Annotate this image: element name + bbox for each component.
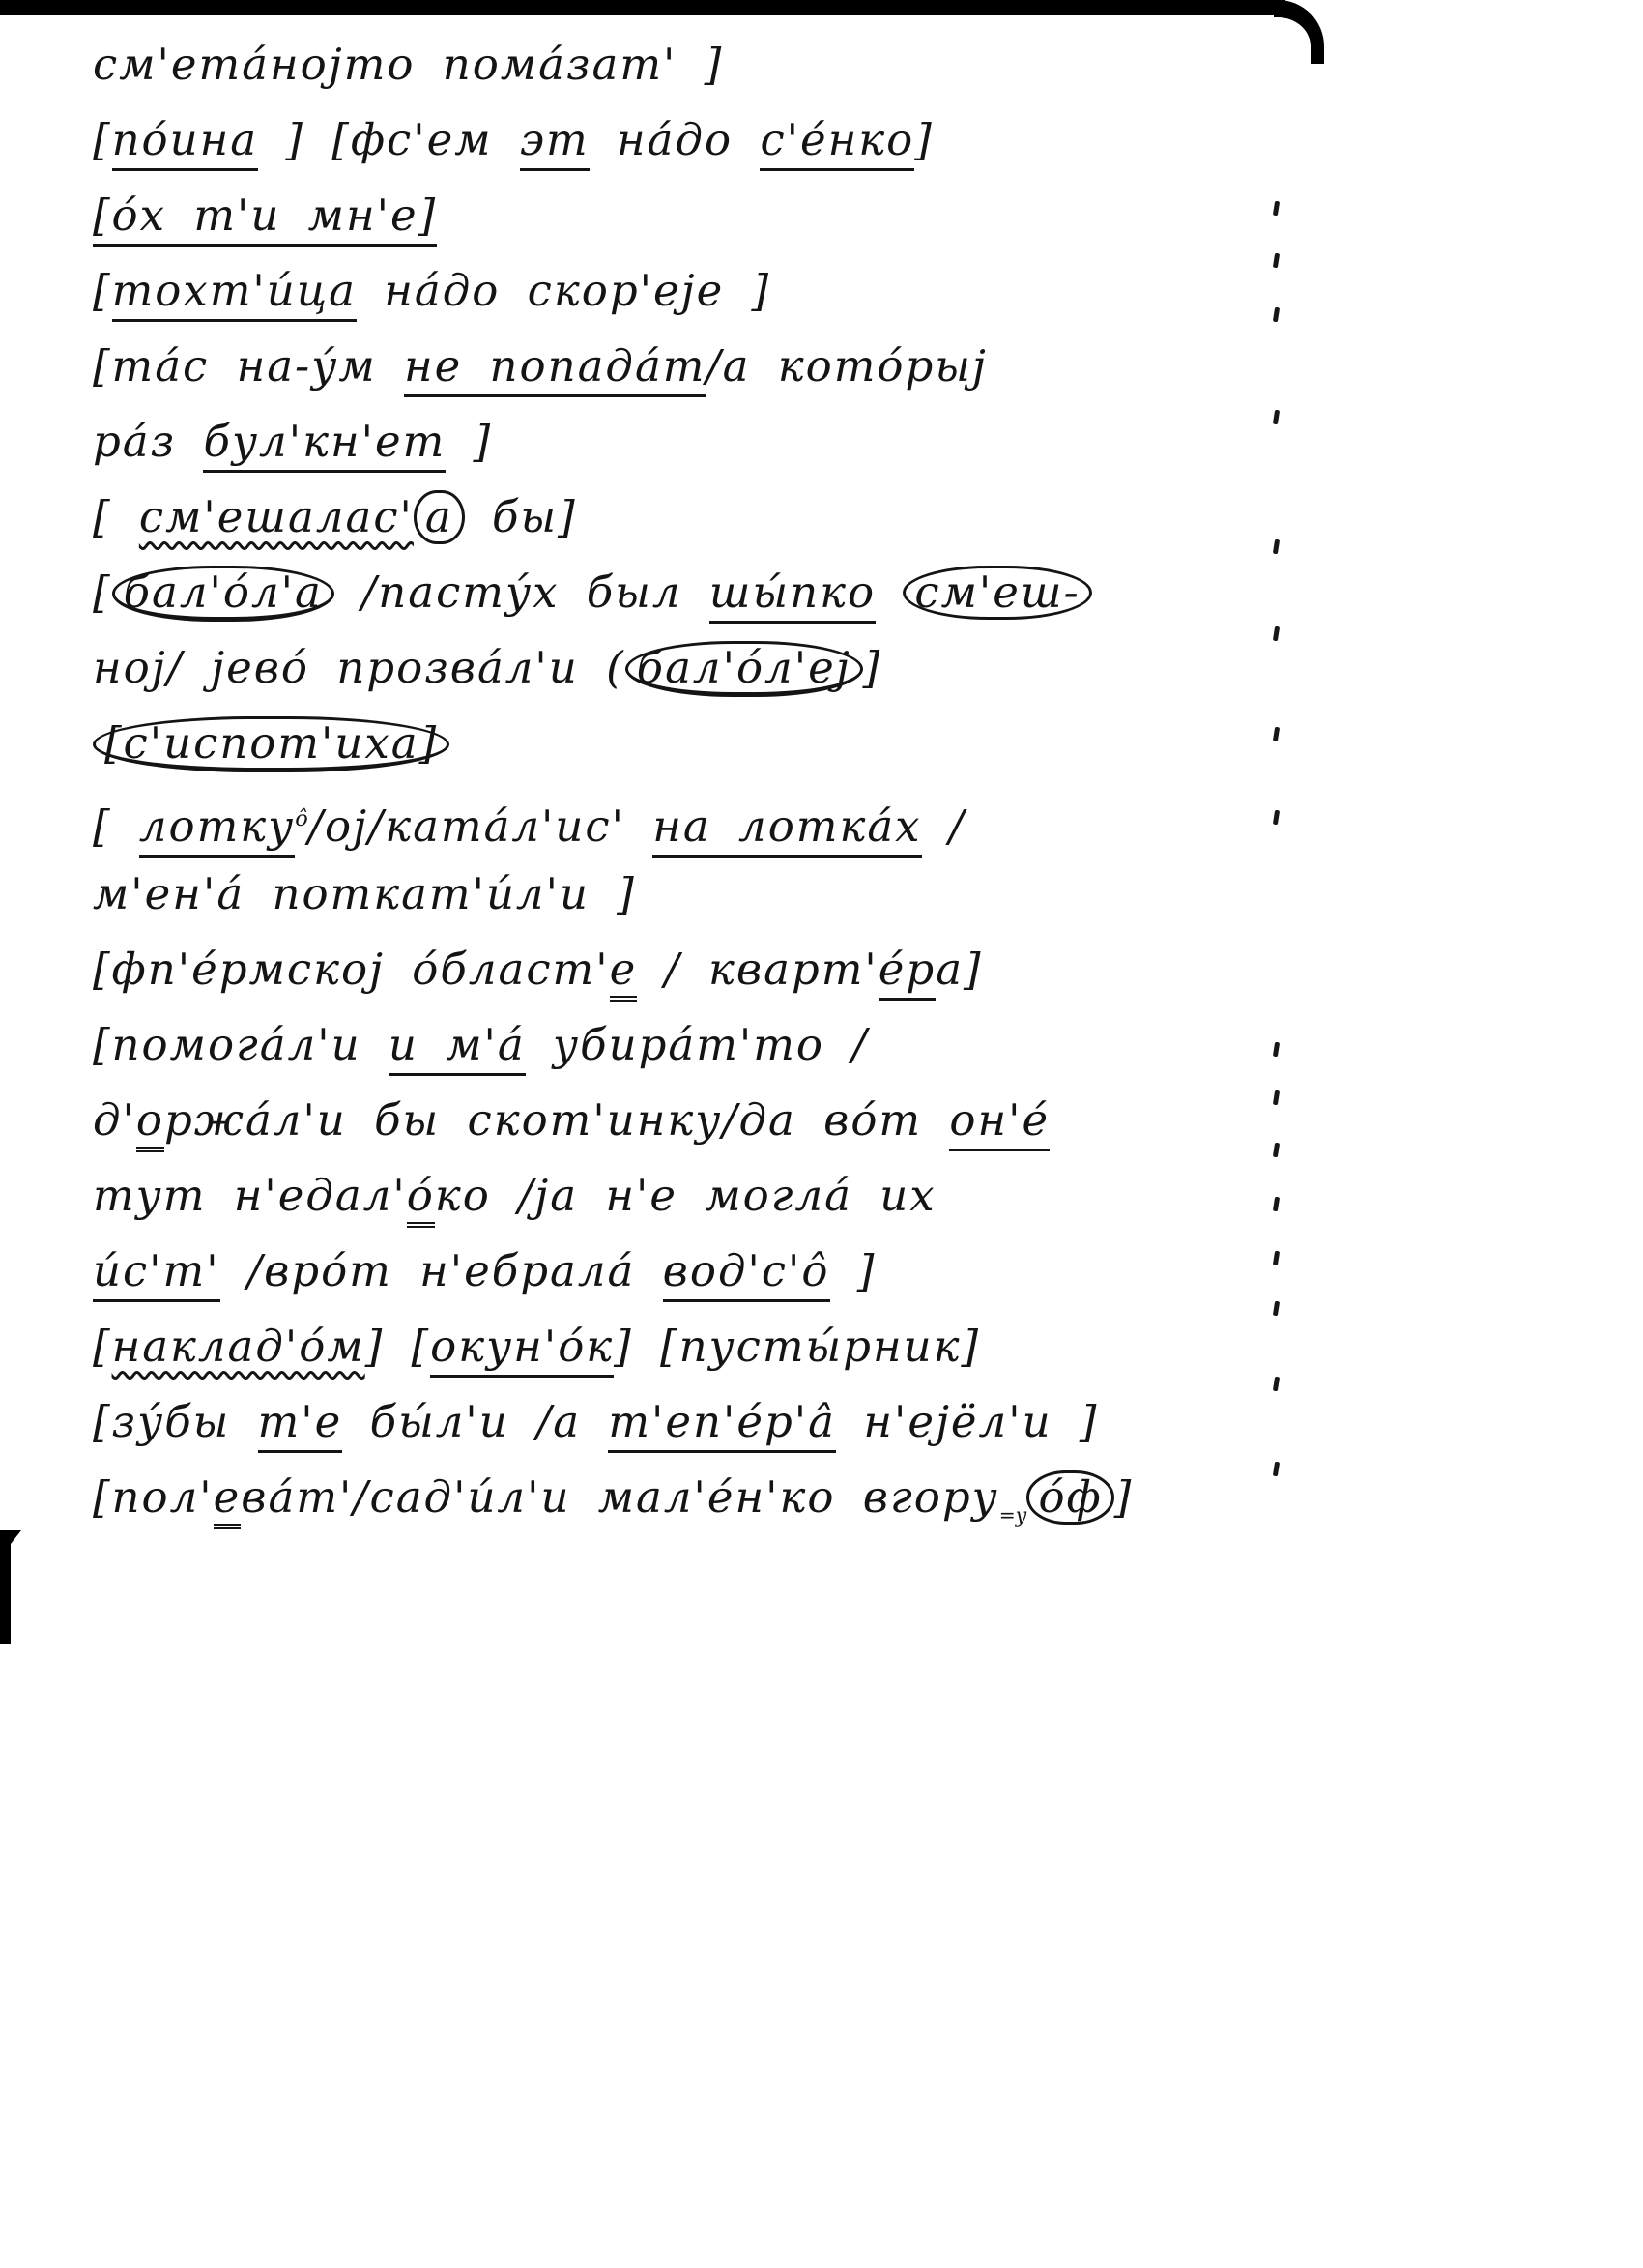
transcription-line [93,781,1614,857]
text-segment: [пол' [93,1471,214,1523]
text-segment: не попада́т [404,340,706,397]
text-segment: [зу́бы [93,1396,258,1447]
transcription-line [93,480,1614,555]
text-segment: лотку [139,800,295,858]
text-segment: [ [93,1321,112,1372]
text-segment: / [921,800,966,852]
text-segment: ва́т'/сад'и́л'и мал'е́н'ко вгору [241,1471,999,1523]
text-segment: [ [93,491,139,542]
text-segment: е [214,1471,242,1529]
text-segment: /ој/ката́л'ис' [307,800,653,852]
text-segment: и́с'т' [93,1245,220,1302]
text-segment: эт [520,114,590,171]
text-segment: т'еп'е́р'а̂ [608,1396,836,1453]
text-segment: о̂ [295,806,308,831]
text-segment: ра́з [93,416,204,467]
text-segment: о́ф [1026,1470,1113,1525]
text-segment: [с'испот'иха] [93,716,449,772]
text-segment: [ [93,114,112,165]
text-segment: [ [93,265,112,316]
transcription-line [93,630,1614,706]
text-segment: о́ [407,1170,435,1228]
transcription-line [93,1384,1614,1460]
text-segment: [та́с на-у́м [93,340,404,392]
transcription-lines [93,27,1614,1535]
text-segment: бул'кн'ет [203,416,446,473]
text-segment: по́ина [112,114,259,171]
text-segment: бы] [464,491,577,542]
text-segment: см'ета́нојто пома́зат' ] [93,39,724,90]
transcription-line [93,857,1614,932]
text-segment: [о́х т'и мн'е] [93,189,437,247]
text-segment: тут н'едал' [93,1170,407,1221]
transcription-line [93,1007,1614,1083]
text-segment: на́до скор'еје ] [356,265,771,316]
text-segment: ] [фс'ем [258,114,520,165]
transcription-line [93,555,1614,630]
text-segment: /а кото́рыј [706,340,988,392]
text-segment [876,567,903,618]
text-segment: [фп'е́рмској о́бласт' [93,944,610,995]
text-segment: ној/ јево́ прозва́л'и ( [93,642,625,693]
text-segment: ] [пусты́рник] [614,1321,981,1372]
text-segment: на́до [589,114,761,165]
text-segment: /вро́т н'ебрала́ [219,1245,663,1296]
transcription-line [93,1234,1614,1309]
text-segment: =у [998,1503,1027,1527]
transcription-line [93,1309,1614,1384]
text-segment: о [136,1094,164,1152]
scan-edge-top-bar [0,0,1285,15]
text-segment: /пасту́х был [333,567,709,618]
text-segment: ] [ [364,1321,431,1372]
transcription-line [93,329,1614,404]
transcription-line [93,178,1614,253]
text-segment: д' [93,1094,136,1146]
text-segment: ] [914,114,934,165]
text-segment: бы́л'и /а [342,1396,609,1447]
transcription-line [93,404,1614,480]
text-segment: ко /ја н'е могла́ их [434,1170,937,1221]
transcription-line [93,1460,1614,1535]
text-segment: т'е [258,1396,343,1453]
text-segment: е [610,944,638,1002]
transcription-line [93,932,1614,1007]
text-segment: ] [862,642,882,693]
text-segment: е́р [879,944,936,1001]
text-segment: [помога́л'и [93,1019,389,1070]
transcription-line [93,253,1614,329]
transcription-line [93,706,1614,781]
transcription-line [93,102,1614,178]
text-segment: убира́т'то / [525,1019,869,1070]
text-segment: бал'о́л'а [112,566,334,622]
text-segment: / кварт' [637,944,879,995]
text-segment: ] [829,1245,877,1296]
text-segment: тохт'и́ца [112,265,357,322]
text-segment: м'ен'а́ поткат'и́л'и ] [93,868,636,919]
text-segment: а] [936,944,983,995]
text-segment: а [414,490,465,544]
text-segment: с'е́нко [760,114,914,171]
text-segment: он'е́ [949,1094,1050,1151]
text-segment: ] [446,416,493,467]
text-segment: и м'а́ [389,1019,526,1076]
text-segment: см'еш- [903,566,1091,620]
transcription-line [93,1083,1614,1158]
text-segment: н'ејёл'и ] [836,1396,1099,1447]
text-segment: [ [93,567,112,618]
text-segment: на лотка́х [652,800,921,858]
text-segment: см'ешалас' [138,491,414,542]
transcription-line [93,1158,1614,1234]
text-segment: окун'о́к [430,1321,614,1378]
text-segment: шы́пко [709,567,876,624]
text-segment: ржа́л'и бы скот'инку/да во́т [164,1094,950,1146]
text-segment: [ [93,800,139,852]
text-segment: ] [1113,1471,1134,1523]
text-segment: наклад'о́м [111,1321,365,1372]
transcription-line [93,27,1614,102]
text-segment: бал'о́л'еј [625,641,863,697]
text-segment: вод'с'о̂ [663,1245,830,1302]
